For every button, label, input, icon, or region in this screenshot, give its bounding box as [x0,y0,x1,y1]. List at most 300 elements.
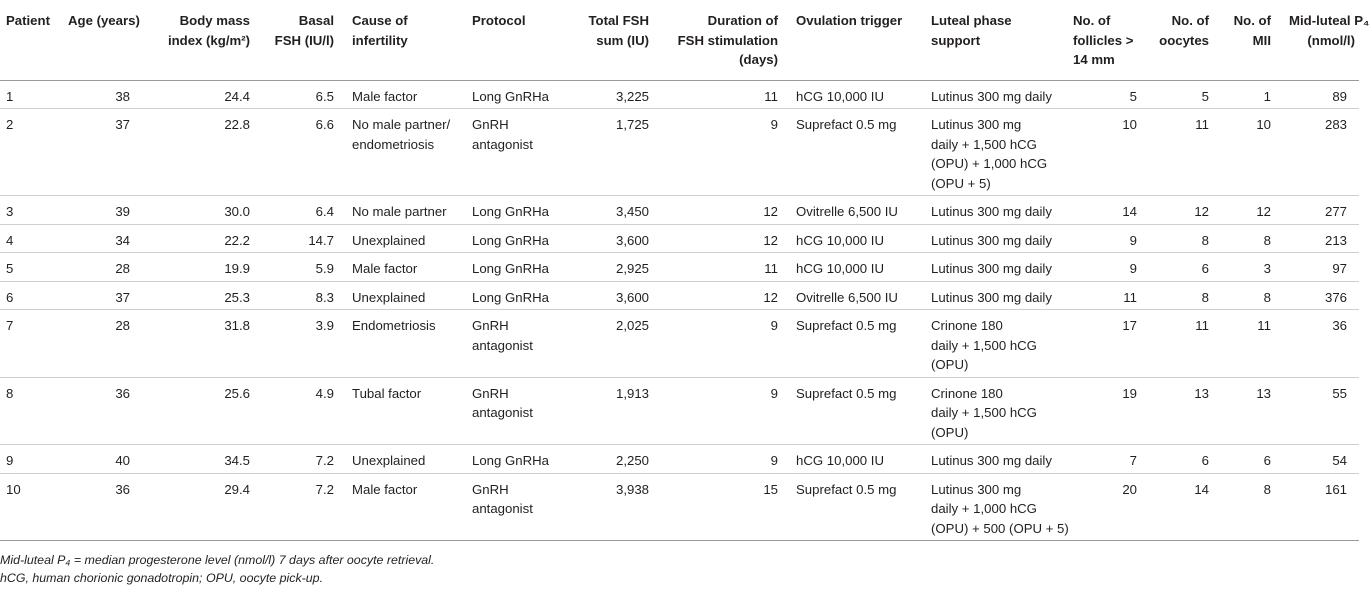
cell-basal-fsh [262,109,346,196]
cell-line: Crinone 180 [931,318,1003,333]
cell-bmi [142,281,262,310]
cell-line: antagonist [472,136,533,152]
table-row [0,445,1359,474]
cell-line: 15 [763,481,778,497]
cell-line: 9 [770,453,778,468]
header-cause [346,6,466,80]
cell-line: 54 [1332,453,1347,468]
cell-mii [1221,80,1283,109]
cell-protocol [466,253,573,282]
table-row [0,109,1359,196]
cell-line: 9 [770,385,778,401]
table-row [0,253,1359,282]
cell-line: 34 [115,232,130,248]
header-line: follicles > [1073,32,1134,48]
cell-age [62,445,142,474]
header-line: Duration of [707,13,778,28]
cell-cause [346,80,466,109]
cell-protocol [466,196,573,225]
cell-p4 [1283,109,1359,196]
cell-age [62,109,142,196]
cell-line: 9 [1129,261,1137,276]
cell-basal-fsh [262,224,346,253]
table-row [0,80,1359,109]
header-mii [1221,6,1283,80]
cell-p4 [1283,253,1359,282]
cell-line: 11 [1195,117,1209,132]
cell-line: 1 [6,88,14,104]
cell-line: 2 [6,117,14,132]
cell-line: 3,600 [615,232,649,248]
header-duration [661,6,790,80]
cell-oocytes [1149,281,1221,310]
cell-trigger [790,310,925,378]
cell-line: 19.9 [224,261,250,276]
cell-line: 6.5 [315,88,334,104]
cell-line: 22.2 [224,232,250,248]
cell-line: daily + 1,500 hCG [931,136,1037,152]
cell-luteal-support [925,473,1067,541]
cell-duration [661,473,790,541]
cell-line: GnRH [472,385,509,401]
cell-luteal-support [925,445,1067,474]
cell-p4 [1283,196,1359,225]
cell-oocytes [1149,377,1221,445]
cell-line: hCG 10,000 IU [796,453,884,468]
cell-line: 5 [1129,88,1137,104]
cell-line: 277 [1324,204,1347,219]
cell-p4 [1283,80,1359,109]
cell-line: hCG 10,000 IU [796,232,884,248]
cell-oocytes [1149,445,1221,474]
cell-basal-fsh [262,473,346,541]
cell-cause [346,473,466,541]
cell-age [62,196,142,225]
cell-line: 9 [770,117,778,132]
cell-bmi [142,377,262,445]
table-row [0,310,1359,378]
cell-duration [661,253,790,282]
cell-line: 3,600 [615,289,649,305]
cell-cause [346,377,466,445]
cell-line: 8 [1263,232,1271,248]
cell-cause [346,310,466,378]
footnote-p4: Mid-luteal P₄ = median progesterone level (nmol/l) 7 days after oocyte retrieval. [0,553,435,567]
cell-duration [661,80,790,109]
cell-line: hCG 10,000 IU [796,88,884,104]
cell-total-fsh [573,196,661,225]
cell-line: 8 [1201,232,1209,248]
header-line: Patient [6,13,50,28]
cell-cause [346,196,466,225]
cell-bmi [142,445,262,474]
cell-line: 8 [1263,289,1271,305]
header-p4 [1283,6,1369,80]
cell-luteal-support [925,196,1067,225]
cell-total-fsh [573,80,661,109]
cell-protocol [466,473,573,541]
cell-patient [0,224,62,253]
header-line: Luteal phase [931,13,1012,28]
cell-line: Suprefact 0.5 mg [796,481,897,497]
cell-protocol [466,281,573,310]
cell-line: GnRH [472,117,509,132]
cell-basal-fsh [262,310,346,378]
cell-line: 161 [1324,481,1347,497]
cell-line: 8 [1263,481,1271,497]
cell-line: 24.4 [224,88,250,104]
cell-line: 7 [1129,453,1137,468]
cell-mii [1221,281,1283,310]
cell-line: 213 [1324,232,1347,248]
header-follicles [1067,6,1149,80]
cell-line: Long GnRHa [472,289,549,305]
cell-p4 [1283,281,1359,310]
cell-line: Male factor [352,481,418,497]
cell-oocytes [1149,253,1221,282]
cell-line: 8.3 [315,289,334,305]
cell-line: 5 [1201,88,1209,104]
cell-line: Tubal factor [352,385,422,401]
cell-duration [661,109,790,196]
cell-patient [0,80,62,109]
header-line: sum (IU) [596,32,649,48]
cell-line: Male factor [352,261,418,276]
cell-line: Lutinus 300 mg daily [931,261,1052,276]
cell-line: Lutinus 300 mg daily [931,289,1052,305]
cell-line: GnRH [472,318,509,333]
header-oocytes [1149,6,1221,80]
cell-line: 12 [763,232,778,248]
cell-line: hCG 10,000 IU [796,261,884,276]
cell-patient [0,109,62,196]
cell-mii [1221,224,1283,253]
cell-line: Lutinus 300 mg [931,117,1022,132]
footnote-abbreviations: hCG, human chorionic gonadotropin; OPU, oocyte pick-up. [0,571,324,585]
cell-line: 34.5 [224,453,250,468]
cell-line: Lutinus 300 mg daily [931,204,1052,219]
cell-protocol [466,445,573,474]
cell-line: 36 [115,385,130,401]
cell-line: 6 [1201,261,1209,276]
cell-line: antagonist [472,405,533,420]
header-luteal-support [925,6,1067,80]
cell-luteal-support [925,310,1067,378]
cell-luteal-support [925,80,1067,109]
cell-line: No male partner [352,204,447,219]
cell-duration [661,445,790,474]
cell-line: 7.2 [315,481,334,497]
cell-duration [661,377,790,445]
cell-oocytes [1149,310,1221,378]
cell-p4 [1283,224,1359,253]
cell-line: 13 [1194,385,1209,401]
cell-line: Lutinus 300 mg [931,481,1022,497]
cell-duration [661,310,790,378]
table-header [0,6,1369,80]
cell-line: 38 [115,88,130,104]
cell-follicles [1067,445,1149,474]
cell-age [62,224,142,253]
cell-line: 12 [763,204,778,219]
cell-follicles [1067,80,1149,109]
cell-patient [0,196,62,225]
cell-patient [0,445,62,474]
cell-mii [1221,253,1283,282]
cell-age [62,253,142,282]
cell-line: 14 [1194,481,1209,497]
cell-follicles [1067,377,1149,445]
table-row [0,196,1359,225]
cell-line: 283 [1324,117,1347,132]
cell-patient [0,281,62,310]
cell-line: 1,725 [615,117,649,132]
cell-follicles [1067,224,1149,253]
cell-basal-fsh [262,196,346,225]
cell-line: 11 [1123,289,1137,305]
cell-line: 19 [1122,385,1137,401]
cell-line: 37 [115,117,130,132]
cell-line: antagonist [472,501,533,516]
cell-duration [661,224,790,253]
cell-follicles [1067,253,1149,282]
cell-line: endometriosis [352,136,435,152]
cell-line: 37 [115,289,130,305]
cell-line: 89 [1332,88,1347,104]
cell-line: Male factor [352,88,418,104]
cell-total-fsh [573,109,661,196]
cell-line: GnRH [472,481,509,497]
cell-patient [0,377,62,445]
table-row [0,377,1359,445]
cell-line: 2,025 [615,318,649,333]
cell-line: Unexplained [352,232,426,248]
cell-duration [661,281,790,310]
cell-luteal-support [925,253,1067,282]
cell-line: 6 [1201,453,1209,468]
cell-age [62,473,142,541]
header-line: Basal [298,13,334,28]
cell-total-fsh [573,377,661,445]
cell-line: 4.9 [315,385,334,401]
cell-line: (OPU) + 500 (OPU + 5) [931,520,1069,536]
header-line: No. of [1171,13,1209,28]
header-trigger [790,6,925,80]
cell-line: 7.2 [315,453,334,468]
table-row [0,473,1359,541]
cell-line: 36 [115,481,130,497]
header-line: Protocol [472,13,526,28]
cell-line: 25.6 [224,385,250,401]
cell-follicles [1067,281,1149,310]
cell-trigger [790,377,925,445]
cell-mii [1221,109,1283,196]
header-line: Total FSH [588,13,649,28]
cell-basal-fsh [262,445,346,474]
header-patient [0,6,62,80]
cell-total-fsh [573,473,661,541]
cell-mii [1221,473,1283,541]
cell-line: Long GnRHa [472,453,549,468]
cell-cause [346,224,466,253]
cell-line: 8 [1201,289,1209,305]
cell-bmi [142,253,262,282]
cell-oocytes [1149,196,1221,225]
cell-follicles [1067,196,1149,225]
cell-line: Suprefact 0.5 mg [796,117,897,132]
cell-line: 13 [1256,385,1271,401]
cell-line: 2,925 [615,261,649,276]
cell-line: Lutinus 300 mg daily [931,88,1052,104]
cell-line: Long GnRHa [472,232,549,248]
cell-line: 7 [6,318,14,333]
cell-bmi [142,109,262,196]
cell-bmi [142,224,262,253]
header-line: Age (years) [68,13,140,28]
cell-line: 2,250 [615,453,649,468]
cell-line: 9 [6,453,14,468]
cell-line: 12 [763,289,778,305]
cell-line: (OPU) + 1,000 hCG [931,156,1048,171]
cell-oocytes [1149,80,1221,109]
cell-line: 8 [6,385,14,401]
header-line: FSH (IU/l) [274,32,334,48]
cell-oocytes [1149,224,1221,253]
cell-trigger [790,224,925,253]
cell-line: 1,913 [615,385,649,401]
cell-protocol [466,377,573,445]
cell-mii [1221,310,1283,378]
cell-line: 5 [6,261,14,276]
cell-line: 376 [1324,289,1347,305]
header-line: No. of [1233,13,1271,28]
header-line: No. of [1073,13,1111,28]
cell-line: Long GnRHa [472,261,549,276]
cell-line: daily + 1,500 hCG [931,405,1037,420]
cell-mii [1221,196,1283,225]
header-line: (nmol/l) [1307,32,1355,48]
cell-trigger [790,109,925,196]
cell-total-fsh [573,253,661,282]
cell-line: 14 [1122,204,1137,219]
header-line: Ovulation trigger [796,13,903,28]
cell-line: (OPU) [931,357,969,372]
cell-line: Lutinus 300 mg daily [931,453,1052,468]
header-line: infertility [352,32,408,48]
cell-line: 30.0 [224,204,250,219]
cell-line: 6.6 [315,117,334,132]
cell-line: Long GnRHa [472,88,549,104]
header-basal-fsh [262,6,346,80]
header-age [62,6,142,80]
cell-line: 22.8 [224,117,250,132]
header-line: (days) [739,52,778,67]
cell-line: (OPU + 5) [931,175,991,191]
cell-patient [0,253,62,282]
cell-basal-fsh [262,281,346,310]
cell-line: 3 [6,204,14,219]
patient-table [0,6,1369,541]
cell-line: 3,450 [615,204,649,219]
cell-line: 12 [1194,204,1209,219]
cell-luteal-support [925,224,1067,253]
cell-line: No male partner/ [352,117,451,132]
cell-line: 12 [1256,204,1271,219]
header-protocol [466,6,573,80]
cell-line: daily + 1,000 hCG [931,501,1037,516]
cell-line: Suprefact 0.5 mg [796,318,897,333]
cell-line: 3,225 [615,88,649,104]
cell-trigger [790,445,925,474]
cell-trigger [790,281,925,310]
cell-follicles [1067,473,1149,541]
cell-line: 3,938 [615,481,649,497]
cell-basal-fsh [262,253,346,282]
cell-line: 28 [115,318,130,333]
cell-line: 3.9 [315,318,334,333]
cell-line: 40 [115,453,130,468]
header-line: Mid-luteal P₄ [1289,13,1369,28]
cell-trigger [790,196,925,225]
cell-line: 17 [1122,318,1137,333]
header-line: 14 mm [1073,52,1115,67]
cell-line: 11 [764,261,778,276]
cell-line: 10 [6,481,21,497]
cell-protocol [466,224,573,253]
cell-line: 14.7 [308,232,334,248]
cell-luteal-support [925,109,1067,196]
cell-line: Crinone 180 [931,385,1003,401]
cell-trigger [790,80,925,109]
header-line: support [931,32,981,48]
header-line: index (kg/m²) [167,32,250,48]
cell-cause [346,281,466,310]
cell-p4 [1283,473,1359,541]
header-line: oocytes [1159,32,1209,48]
cell-line: 97 [1332,261,1347,276]
header-total-fsh [573,6,661,80]
cell-line: Ovitrelle 6,500 IU [796,289,898,305]
cell-p4 [1283,377,1359,445]
cell-line: 5.9 [315,261,334,276]
cell-line: Suprefact 0.5 mg [796,385,897,401]
cell-line: 36 [1332,318,1347,333]
cell-line: 3 [1263,261,1271,276]
header-line: MII [1252,32,1271,48]
cell-bmi [142,80,262,109]
cell-trigger [790,473,925,541]
cell-line: 39 [115,204,130,219]
cell-luteal-support [925,281,1067,310]
cell-line: 25.3 [224,289,250,305]
cell-line: Unexplained [352,289,426,305]
cell-line: 6.4 [315,204,334,219]
table-row [0,224,1359,253]
header-line: Cause of [352,13,408,28]
header-line: Body mass [179,13,250,28]
header-bmi [142,6,262,80]
cell-line: 31.8 [224,318,250,333]
cell-line: 6 [1263,453,1271,468]
cell-duration [661,196,790,225]
cell-age [62,80,142,109]
cell-line: Ovitrelle 6,500 IU [796,204,898,219]
cell-protocol [466,109,573,196]
cell-line: 11 [1195,318,1209,333]
cell-line: antagonist [472,337,533,353]
cell-basal-fsh [262,80,346,109]
cell-bmi [142,310,262,378]
